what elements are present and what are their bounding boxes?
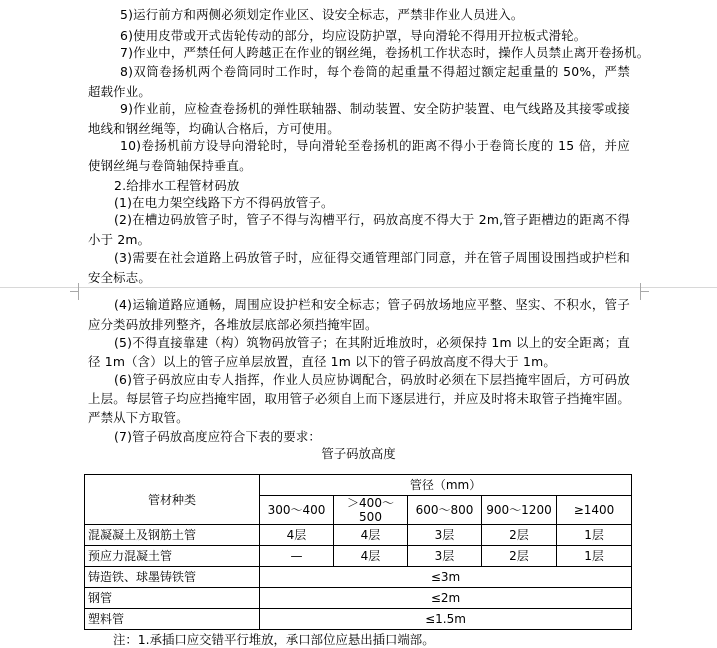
merged-height-cell: ≤1.5m: [260, 609, 632, 630]
table-cell: 3层: [408, 525, 482, 546]
diameter-range: 900～1200: [482, 496, 557, 525]
header-material: 管材种类: [85, 475, 260, 525]
paragraph-sub-5: (5)不得直接靠建（构）筑物码放管子；在其附近堆放时，必须保持 1m 以上的安全距离；直径 1m（含）以上的管子应单层放置，直径 1m 以下的管子码放高度不得大于 1m。: [88, 335, 630, 369]
table-cell: 4层: [260, 525, 334, 546]
diameter-range: 600～800: [408, 496, 482, 525]
table-cell: 1层: [557, 546, 632, 567]
material-cell: 塑料管: [85, 609, 260, 630]
paragraph-sub-2: (2)在槽边码放管子时，管子不得与沟槽平行，码放高度不得大于 2m,管子距槽边的距离不得小于 2m。: [88, 212, 630, 247]
material-cell: 铸造铁、球墨铸铁管: [85, 567, 260, 588]
table-caption: 管子码放高度: [321, 446, 396, 461]
diameter-range: 300～400: [260, 496, 334, 525]
pipe-stacking-table: [84, 474, 632, 630]
table-cell: 2层: [482, 525, 557, 546]
paragraph-sub-7: (7)管子码放高度应符合下表的要求：: [114, 429, 322, 444]
table-header-row: [85, 475, 632, 496]
paragraph-sub-4: (4)运输道路应通畅，周围应设护栏和安全标志；管子码放场地应平整、坚实、不积水，管子应分类码放排列整齐，各堆放层底部必须挡掩牢固。: [88, 297, 630, 332]
paragraph-sub-1: (1)在电力架空线路下方不得码放管子。: [114, 195, 334, 210]
table-row: [85, 609, 632, 630]
header-diameter: 管径（mm）: [260, 475, 632, 496]
page-break-line: [0, 287, 717, 288]
paragraph-sub-3: (3)需要在社会道路上码放管子时，应征得交通管理部门同意，并在管子周围设围挡或护栏和安全标志。: [88, 250, 630, 285]
section-heading: 2.给排水工程管材码放: [114, 178, 240, 193]
table-cell: 2层: [482, 546, 557, 567]
merged-height-cell: ≤2m: [260, 588, 632, 609]
page-corner-mark: [70, 291, 79, 300]
table-cell: 4层: [334, 546, 408, 567]
material-cell: 混凝凝土及钢筋土管: [85, 525, 260, 546]
table-row: [85, 588, 632, 609]
diameter-range: ＞400～500: [334, 496, 408, 525]
paragraph-item-7: 7)作业中，严禁任何人跨越正在作业的钢丝绳，卷扬机工作状态时，操作人员禁止离开卷扬机。: [120, 45, 650, 60]
paragraph-item-8: 8)双筒卷扬机两个卷筒同时工作时，每个卷筒的起重量不得超过额定起重量的 50%，严禁超载作业。: [88, 64, 630, 99]
paragraph-item-10: 10)卷扬机前方设导向滑轮时，导向滑轮至卷扬机的距离不得小于卷筒长度的 15 倍，并应使钢丝绳与卷筒轴保持垂直。: [88, 138, 630, 173]
table-row: [85, 546, 632, 567]
paragraph-sub-6: (6)管子码放应由专人指挥，作业人员应协调配合，码放时必须在下层挡掩牢固后，方可码放上层。每层管子均应挡掩牢固，取用管子必须自上而下逐层进行，并应及时将未取管子挡掩牢固。严禁从下方取管。: [88, 372, 630, 425]
table-cell: 3层: [408, 546, 482, 567]
merged-height-cell: ≤3m: [260, 567, 632, 588]
table-note: 注：1.承插口应交错平行堆放，承口部位应悬出插口端部。: [113, 632, 435, 647]
page-corner-mark: [640, 291, 649, 300]
paragraph-item-9: 9)作业前，应检查卷扬机的弹性联轴器、制动装置、安全防护装置、电气线路及其接零或接地线和钢丝绳等，均确认合格后，方可使用。: [88, 101, 630, 136]
table-cell: 1层: [557, 525, 632, 546]
table-cell: —: [260, 546, 334, 567]
paragraph-item-6: 6)使用皮带或开式齿轮传动的部分，均应设防护罩，导向滑轮不得用开拉板式滑轮。: [120, 28, 587, 43]
table-cell: 4层: [334, 525, 408, 546]
material-cell: 预应力混凝土管: [85, 546, 260, 567]
table-row: [85, 567, 632, 588]
material-cell: 钢管: [85, 588, 260, 609]
paragraph-item-5: 5)运行前方和两侧必须划定作业区、设安全标志，严禁非作业人员进入。: [120, 7, 524, 22]
table-row: [85, 525, 632, 546]
diameter-range: ≥1400: [557, 496, 632, 525]
